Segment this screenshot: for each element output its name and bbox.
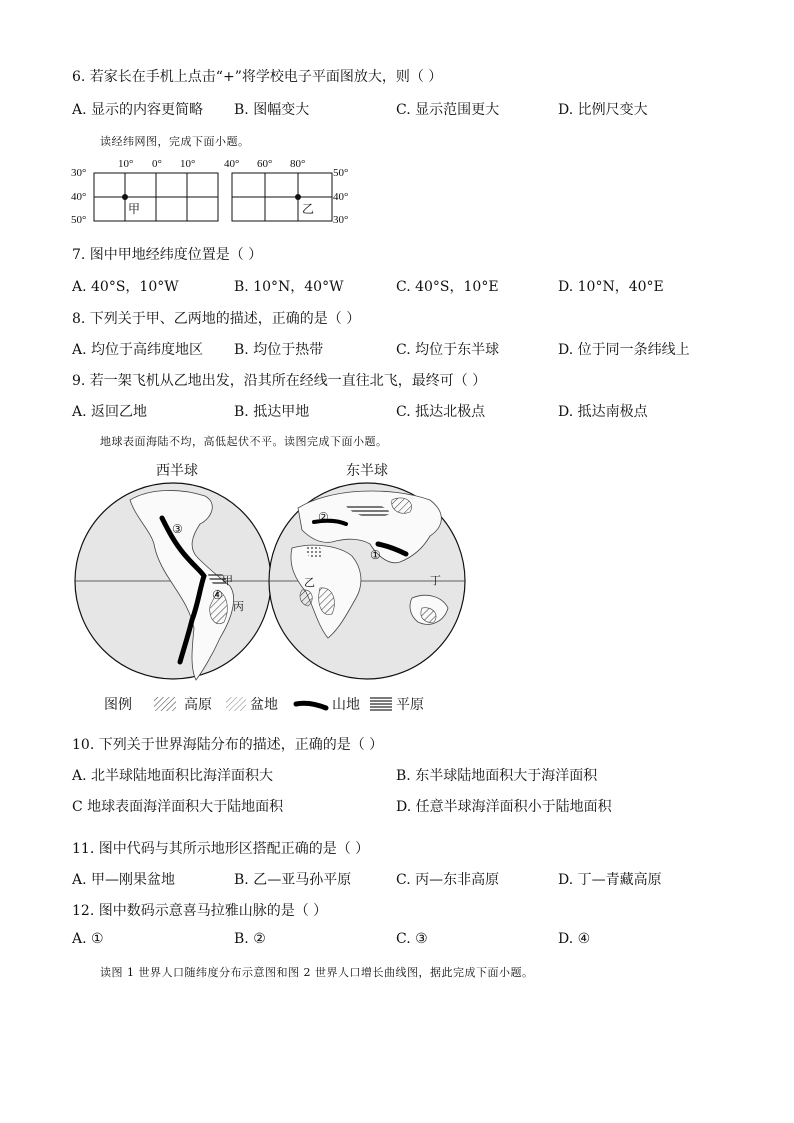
point-yi-label: 乙 bbox=[302, 202, 315, 216]
q10-option-d[interactable]: D. 任意半球海洋面积小于陆地面积 bbox=[396, 799, 612, 815]
q12-option-c[interactable]: C. ③ bbox=[396, 931, 428, 947]
map-intro: 地球表面海陆不均，高低起伏不平。读图完成下面小题。 bbox=[100, 435, 388, 448]
map-legend bbox=[104, 694, 444, 716]
grid-left-side-1: 30° bbox=[71, 167, 87, 179]
q10-option-c[interactable]: C 地球表面海洋面积大于陆地面积 bbox=[72, 799, 284, 815]
q11-option-c[interactable]: C. 丙—东非高原 bbox=[396, 872, 500, 888]
label-yi: 乙 bbox=[304, 576, 315, 589]
hemisphere-map-svg bbox=[70, 458, 470, 720]
q11-stem: 11. 图中代码与其所示地形区搭配正确的是（ ） bbox=[72, 841, 370, 857]
grid-left-side-2: 40° bbox=[71, 191, 87, 203]
q7-option-d[interactable]: D. 10°N，40°E bbox=[558, 279, 664, 295]
q6-option-a[interactable]: A. 显示的内容更简略 bbox=[72, 102, 204, 118]
legend-mountain-swatch bbox=[296, 703, 326, 708]
q12-option-d[interactable]: D. ④ bbox=[558, 931, 591, 947]
latlong-grid-figure bbox=[66, 158, 366, 228]
west-hemisphere-title: 西半球 bbox=[156, 463, 198, 479]
legend-title: 图例 bbox=[104, 697, 132, 713]
grid-left-top-1: 10° bbox=[118, 158, 134, 170]
q9-stem: 9. 若一架飞机从乙地出发，沿其所在经线一直往北飞，最终可（ ） bbox=[72, 373, 487, 389]
q9-option-a[interactable]: A. 返回乙地 bbox=[72, 404, 148, 420]
q9-option-c[interactable]: C. 抵达北极点 bbox=[396, 404, 486, 420]
label-jia: 甲 bbox=[222, 574, 233, 587]
q7-option-b[interactable]: B. 10°N，40°W bbox=[234, 279, 344, 295]
q6-option-c[interactable]: C. 显示范围更大 bbox=[396, 102, 500, 118]
grid-right-top-1: 40° bbox=[224, 158, 240, 170]
q6-stem: 6. 若家长在手机上点击“+”将学校电子平面图放大，则（ ） bbox=[72, 69, 443, 85]
q12-option-b[interactable]: B. ② bbox=[234, 931, 266, 947]
q7-stem: 7. 图中甲地经纬度位置是（ ） bbox=[72, 247, 263, 263]
q8-stem: 8. 下列关于甲、乙两地的描述，正确的是（ ） bbox=[72, 311, 361, 327]
legend-plateau-label: 高原 bbox=[184, 697, 212, 713]
legend-basin-swatch bbox=[226, 697, 246, 711]
label-bing: 丙 bbox=[233, 600, 244, 613]
legend-basin-label: 盆地 bbox=[250, 697, 278, 713]
grid-right-top-3: 80° bbox=[290, 158, 306, 170]
q12-stem: 12. 图中数码示意喜马拉雅山脉的是（ ） bbox=[72, 903, 328, 919]
point-yi-marker bbox=[295, 194, 301, 200]
grid-left-side-3: 50° bbox=[71, 214, 87, 226]
label-num-2: ② bbox=[318, 510, 329, 524]
q11-option-b[interactable]: B. 乙—亚马孙平原 bbox=[234, 872, 352, 888]
grid-left-top-3: 10° bbox=[180, 158, 196, 170]
grid-intro: 读经纬网图，完成下面小题。 bbox=[100, 135, 250, 148]
grid-left-top-2: 0° bbox=[152, 158, 162, 170]
q6-option-b[interactable]: B. 图幅变大 bbox=[234, 102, 310, 118]
grid-right-side-3: 30° bbox=[333, 214, 349, 226]
legend-plateau-swatch bbox=[154, 697, 176, 711]
legend-plain-swatch bbox=[370, 696, 392, 712]
hemisphere-map-figure bbox=[70, 458, 470, 720]
q8-option-c[interactable]: C. 均位于东半球 bbox=[396, 342, 500, 358]
latlong-grid-svg bbox=[66, 158, 366, 228]
q11-option-a[interactable]: A. 甲—刚果盆地 bbox=[72, 872, 176, 888]
q8-option-b[interactable]: B. 均位于热带 bbox=[234, 342, 324, 358]
legend-mountain-label: 山地 bbox=[332, 697, 360, 713]
q7-option-a[interactable]: A. 40°S，10°W bbox=[72, 279, 179, 295]
q10-option-a[interactable]: A. 北半球陆地面积比海洋面积大 bbox=[72, 768, 274, 784]
q9-option-d[interactable]: D. 抵达南极点 bbox=[558, 404, 648, 420]
legend-plain-label: 平原 bbox=[396, 697, 424, 713]
label-num-1: ① bbox=[370, 548, 381, 562]
grid-right-side-2: 40° bbox=[333, 191, 349, 203]
population-intro: 读图 1 世界人口随纬度分布示意图和图 2 世界人口增长曲线图，据此完成下面小题。 bbox=[100, 966, 534, 979]
label-num-4: ④ bbox=[212, 588, 223, 602]
q7-option-c[interactable]: C. 40°S，10°E bbox=[396, 279, 499, 295]
label-num-3: ③ bbox=[172, 522, 183, 536]
point-jia-label: 甲 bbox=[128, 202, 141, 216]
grid-right-side-1: 50° bbox=[333, 167, 349, 179]
q6-option-d[interactable]: D. 比例尺变大 bbox=[558, 102, 648, 118]
q8-option-d[interactable]: D. 位于同一条纬线上 bbox=[558, 342, 690, 358]
q12-option-a[interactable]: A. ① bbox=[72, 931, 104, 947]
q10-option-b[interactable]: B. 东半球陆地面积大于海洋面积 bbox=[396, 768, 598, 784]
q8-option-a[interactable]: A. 均位于高纬度地区 bbox=[72, 342, 204, 358]
label-ding: 丁 bbox=[430, 574, 441, 587]
q11-option-d[interactable]: D. 丁—青藏高原 bbox=[558, 872, 662, 888]
east-hemisphere-title: 东半球 bbox=[346, 463, 388, 479]
q10-stem: 10. 下列关于世界海陆分布的描述，正确的是（ ） bbox=[72, 737, 384, 753]
q9-option-b[interactable]: B. 抵达甲地 bbox=[234, 404, 310, 420]
grid-right-top-2: 60° bbox=[257, 158, 273, 170]
